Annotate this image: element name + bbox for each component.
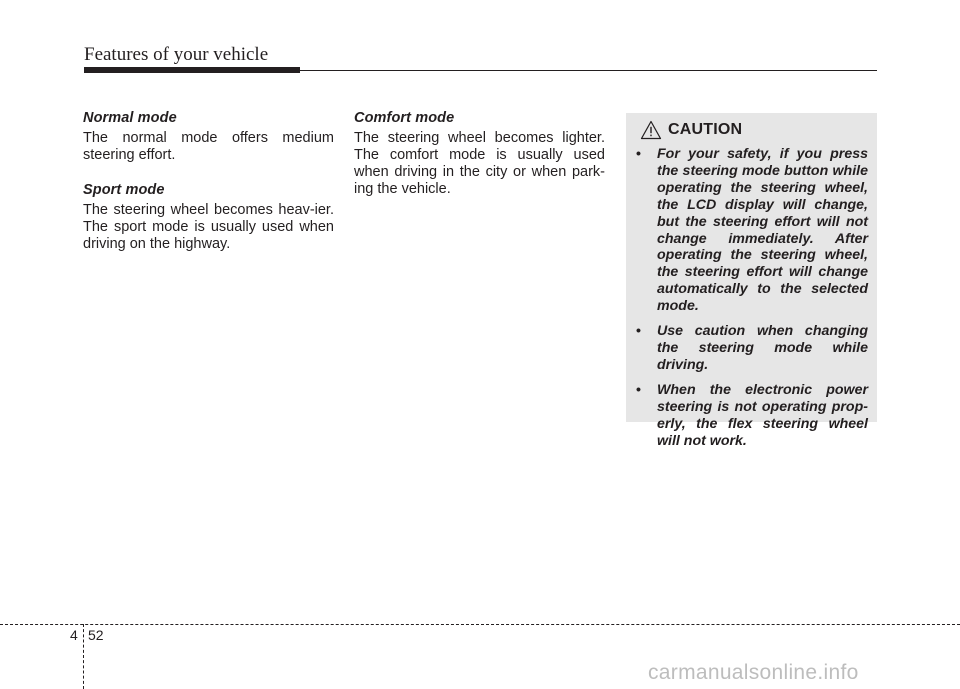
- caution-header: [640, 120, 868, 140]
- caution-list: [635, 146, 868, 449]
- bullet-icon: •: [636, 323, 641, 340]
- comfort-mode-heading: Comfort mode: [354, 110, 455, 126]
- left-column: [83, 110, 334, 271]
- sport-mode-heading: Sport mode: [83, 182, 165, 198]
- normal-mode-heading: Normal mode: [83, 110, 177, 126]
- caution-item: [635, 146, 868, 315]
- sport-mode-text: The steering wheel becomes heav-ier. The sport mode is usually used when driving on the highway.: [83, 202, 334, 252]
- caution-item-text: When the electronic power steering is not operating prop-erly, the flex steering wheel will not work.: [657, 381, 868, 449]
- header-bar: [84, 67, 300, 73]
- caution-item-text: For your safety, if you press the steering mode button while operating the steering wheel, the LCD display will change, but the steering effort will not change immediately. After operating the steering wheel, the steering effort will change automatically to the selected mode.: [657, 146, 868, 315]
- middle-column: [354, 110, 605, 216]
- caution-item-text: Use caution when changing the steering mode while driving.: [657, 323, 868, 373]
- bullet-icon: •: [636, 381, 641, 398]
- comfort-mode-text: The steering wheel becomes lighter. The comfort mode is usually used when driving in the city or when park-ing the vehicle.: [354, 130, 605, 197]
- page-header-title: Features of your vehicle: [84, 44, 269, 65]
- bullet-icon: •: [636, 146, 641, 162]
- chapter-number: 4: [70, 627, 78, 643]
- normal-mode-text: The normal mode offers medium steering effort.: [83, 130, 334, 163]
- header-rule: [300, 70, 877, 71]
- warning-triangle-icon: [640, 120, 662, 140]
- watermark-text: carmanualsonline.info: [648, 661, 859, 684]
- caution-title: CAUTION: [668, 121, 743, 138]
- footer-rule: [0, 624, 960, 625]
- caution-item: [635, 323, 868, 374]
- page-number: 52: [88, 627, 104, 643]
- caution-box: [626, 113, 877, 449]
- footer-divider: [83, 624, 84, 689]
- caution-item: [635, 382, 868, 450]
